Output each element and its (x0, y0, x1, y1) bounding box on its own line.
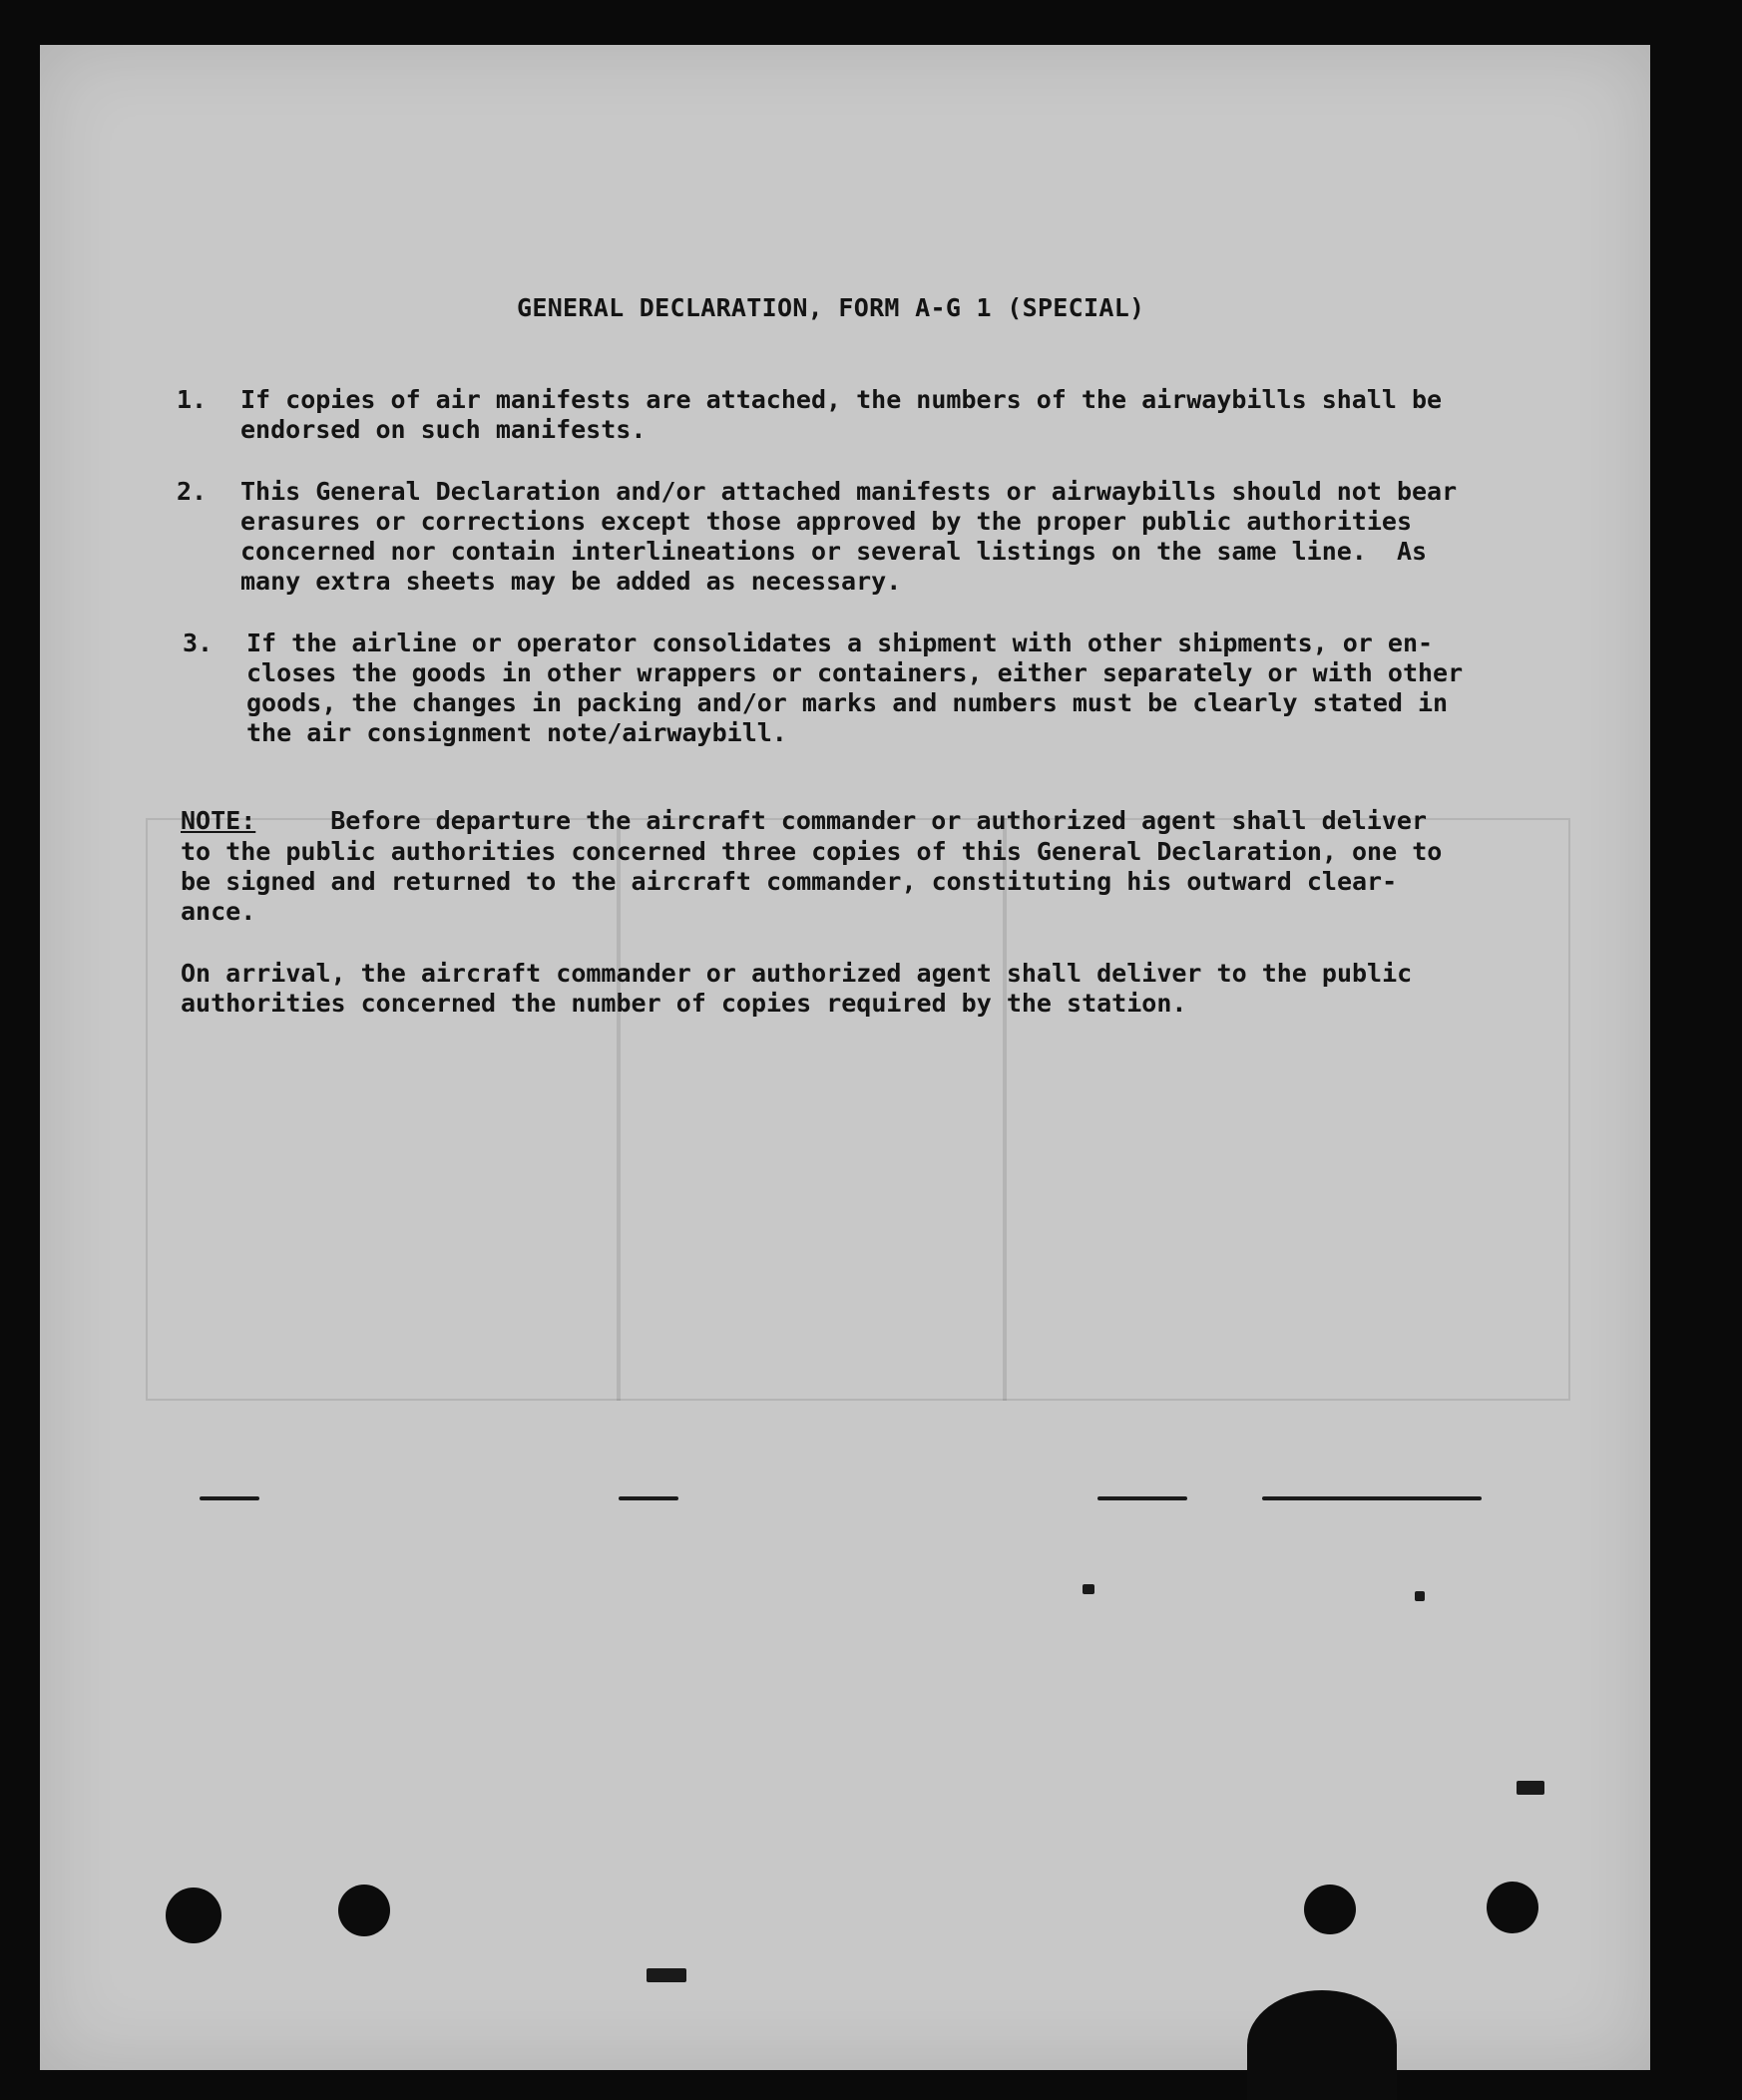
speck (1097, 1496, 1187, 1500)
note-line: ance. (181, 897, 256, 926)
document-title: GENERAL DECLARATION, FORM A-G 1 (SPECIAL) (517, 293, 1145, 322)
punch-hole-mark (1304, 1885, 1356, 1934)
speck (1415, 1591, 1425, 1601)
note-line: be signed and returned to the aircraft commander, constituting his outward clear- (181, 867, 1398, 896)
item-line: the air consignment note/airwaybill. (246, 718, 787, 747)
document-sheet (40, 45, 1650, 2070)
note-label: NOTE: (181, 806, 256, 835)
item-line: closes the goods in other wrappers or containers, either separately or with other (246, 658, 1464, 687)
item-number: 3. (183, 629, 214, 657)
speck (619, 1496, 678, 1500)
arrival-line: On arrival, the aircraft commander or authorized agent shall deliver to the public (181, 959, 1413, 988)
speck (1083, 1584, 1094, 1594)
bleed-through-divider (617, 818, 621, 1401)
item-number: 1. (177, 385, 208, 414)
speck (200, 1496, 259, 1500)
item-line: endorsed on such manifests. (240, 415, 647, 444)
punch-hole-mark (166, 1888, 221, 1943)
speck (1517, 1781, 1544, 1795)
ink-blot (1247, 1990, 1397, 2100)
bleed-through-box (146, 818, 1570, 1401)
note-line: Before departure the aircraft commander or authorized agent shall deliver (255, 806, 1427, 835)
item-line: goods, the changes in packing and/or marks and numbers must be clearly stated in (246, 688, 1449, 717)
item-line: many extra sheets may be added as necessary. (240, 567, 902, 596)
arrival-line: authorities concerned the number of copies required by the station. (181, 989, 1187, 1018)
item-number: 2. (177, 477, 208, 506)
item-line: This General Declaration and/or attached manifests or airwaybills should not bear (240, 477, 1458, 506)
note-line: to the public authorities concerned three copies of this General Declaration, one to (181, 837, 1443, 866)
speck (647, 1968, 686, 1982)
item-line: If copies of air manifests are attached, the numbers of the airwaybills shall be (240, 385, 1443, 414)
item-line: If the airline or operator consolidates a shipment with other shipments, or en- (246, 629, 1434, 657)
punch-hole-mark (338, 1885, 390, 1936)
bleed-through-divider (1003, 818, 1007, 1401)
punch-hole-mark (1487, 1882, 1538, 1933)
item-line: erasures or corrections except those approved by the proper public authorities (240, 507, 1412, 536)
speck (1262, 1496, 1482, 1500)
item-line: concerned nor contain interlineations or several listings on the same line. As (240, 537, 1428, 566)
